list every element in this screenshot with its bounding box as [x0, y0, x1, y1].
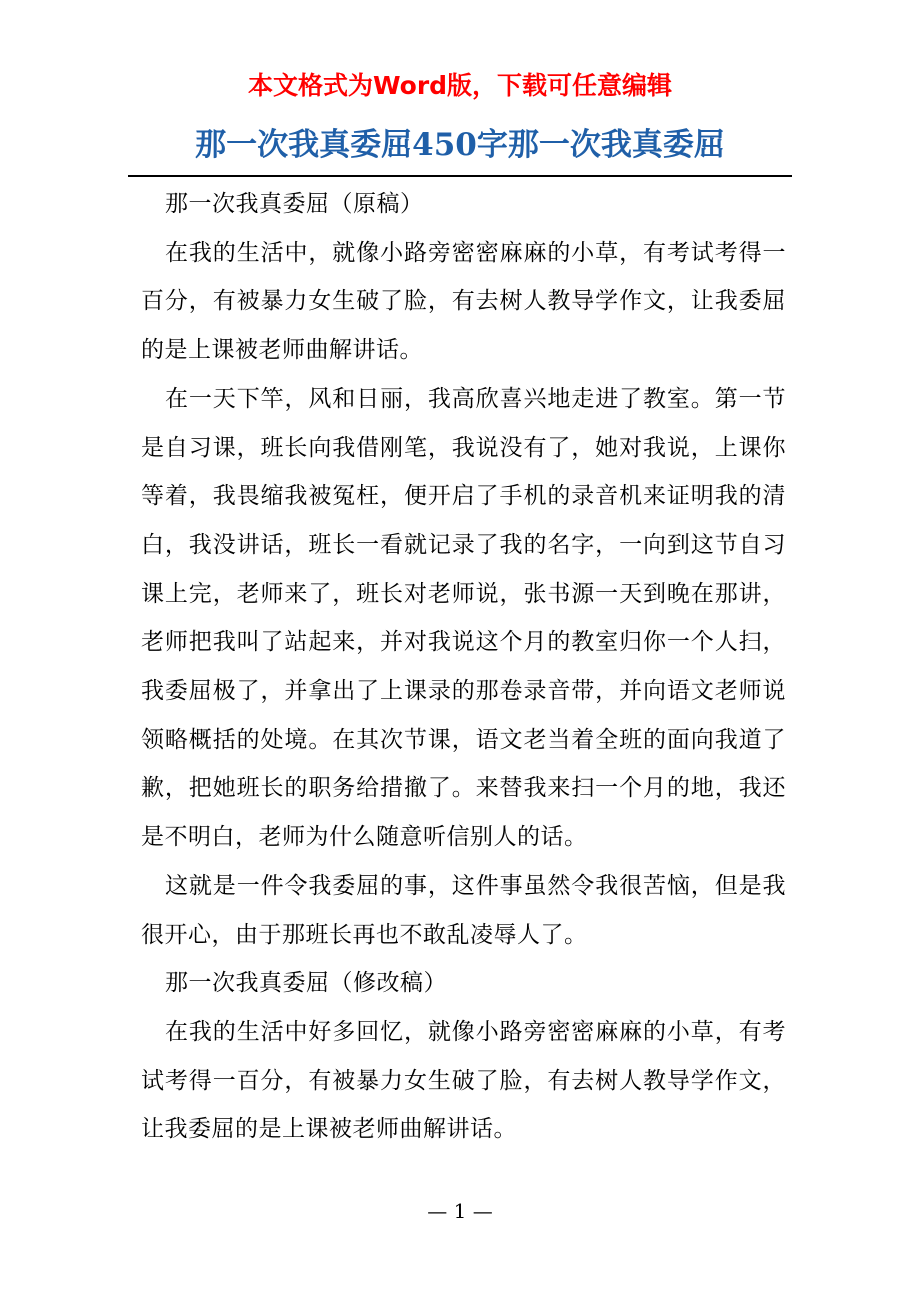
section-heading-revised: 那一次我真委屈（修改稿）	[165, 970, 447, 997]
paragraph: 这就是一件令我委屈的事，这件事虽然令我很苦恼，但是我很开心，由于那班长再也不敢乱凌辱人了。	[141, 872, 786, 948]
section-heading-original: 那一次我真委屈（原稿）	[165, 191, 424, 217]
paragraph: 在一天下竿，风和日丽，我高欣喜兴地走进了教室。第一节是自习课，班长向我借刚笔，我说没有了，她对我说，上课你等着，我畏缩我被冤枉，便开启了手机的录音机来证明我的清白，我没讲话，班长一看就记录了我的名字，一向到这节自习课上完，老师来了，班长对老师说，张书源一天到晚在那讲，老师把我叫了站起来，并对我说这个月的教室归你一个人扫，我委屈极了，并拿出了上课录的那卷录音带，并向语文老师说领略概括的处境。在其次节课，语文老当着全班的面向我道了歉，把她班长的职务给措撤了。来替我来扫一个月的地，我还是不明白，老师为什么随意听信别人的话。	[141, 385, 786, 851]
paragraph: 在我的生活中，就像小路旁密密麻麻的小草，有考试考得一百分，有被暴力女生破了脸，有去树人教导学作文，让我委屈的是上课被老师曲解讲话。	[141, 239, 786, 364]
title-divider	[128, 175, 792, 177]
paragraph: 在我的生活中好多回忆，就像小路旁密密麻麻的小草，有考试考得一百分，有被暴力女生破了脸，有去树人教导学作文，让我委屈的是上课被老师曲解讲话。	[141, 1018, 786, 1143]
document-body	[141, 180, 786, 1154]
format-notice-banner: 本文格式为Word版，下载可任意编辑	[247, 71, 673, 100]
page-number: — 1 —	[427, 1199, 493, 1223]
document-title: 那一次我真委屈450字那一次我真委屈	[195, 127, 725, 163]
